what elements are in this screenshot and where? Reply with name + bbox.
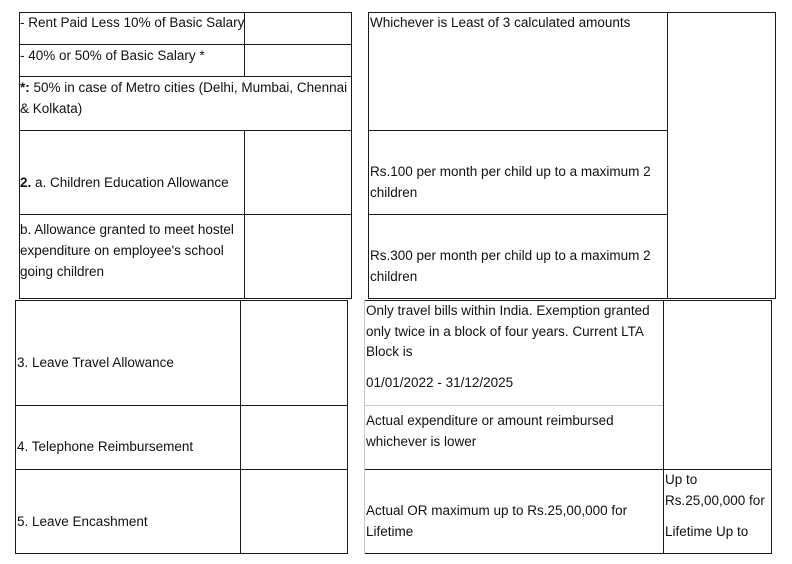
hostel-rule-line1: Rs.300 per month per child up to a maximum 2 (370, 248, 651, 263)
children-education-text: a. Children Education Allowance (31, 175, 229, 190)
divider (368, 12, 369, 299)
telephone-label: 4. Telephone Reimbursement (17, 439, 194, 454)
divider (351, 12, 352, 299)
hostel-label-line1: b. Allowance granted to meet hostel (20, 222, 234, 237)
divider (775, 12, 776, 299)
divider (667, 12, 668, 299)
divider (19, 214, 352, 215)
divider (364, 553, 772, 554)
divider (364, 469, 772, 470)
divider (15, 300, 348, 301)
divider (771, 300, 772, 554)
divider (15, 553, 348, 554)
leave-encashment-rule-line1: Actual OR maximum up to Rs.25,00,000 for (366, 503, 628, 518)
hostel-rule-line2: children (370, 269, 418, 284)
row-number: 2. (20, 175, 32, 190)
children-education-rule-line1: Rs.100 per month per child up to a maximum 2 (370, 164, 651, 179)
telephone-rule-line1: Actual expenditure or amount reimbursed (366, 413, 614, 428)
lta-rule-line2: only twice in a block of four years. Current LTA (366, 324, 644, 339)
hra-basic-percent: - 40% or 50% of Basic Salary * (20, 48, 205, 63)
metro-note-line2: & Kolkata) (20, 101, 83, 116)
hostel-label-line3: going children (20, 264, 105, 279)
divider (364, 405, 664, 406)
hra-rule: Whichever is Least of 3 calculated amounts (370, 15, 631, 30)
divider (347, 300, 348, 554)
divider (663, 300, 664, 554)
hra-rent-paid: - Rent Paid Less 10% of Basic Salary (20, 15, 245, 30)
divider (244, 130, 245, 299)
divider (15, 300, 16, 554)
divider (368, 298, 776, 299)
divider (368, 214, 668, 215)
leave-encashment-rule-line2: Lifetime (366, 524, 414, 539)
hostel-label-line2: expenditure on employee's school (20, 243, 224, 258)
children-education-rule-line2: children (370, 185, 418, 200)
lta-rule-line1: Only travel bills within India. Exemption granted (366, 303, 650, 318)
divider (368, 130, 668, 131)
children-education-label (20, 172, 229, 193)
metro-note-marker: *: (20, 80, 30, 95)
divider (19, 298, 352, 299)
divider (240, 300, 241, 554)
hra-metro-note (20, 77, 347, 98)
telephone-rule-line2: whichever is lower (366, 434, 477, 449)
leave-encashment-label: 5. Leave Encashment (17, 514, 148, 529)
divider (15, 469, 348, 470)
divider (19, 130, 352, 131)
lta-block-period: 01/01/2022 - 31/12/2025 (366, 375, 514, 390)
leave-encashment-limit-line1: Up to (665, 472, 698, 487)
metro-note-line1: 50% in case of Metro cities (Delhi, Mumbai, Chennai (29, 80, 348, 95)
divider (364, 300, 365, 554)
lta-label: 3. Leave Travel Allowance (17, 355, 174, 370)
leave-encashment-limit-line2: Rs.25,00,000 for (665, 493, 765, 508)
lta-rule-line3: Block is (366, 344, 413, 359)
leave-encashment-limit-line3: Lifetime Up to (665, 524, 749, 539)
divider (15, 405, 348, 406)
